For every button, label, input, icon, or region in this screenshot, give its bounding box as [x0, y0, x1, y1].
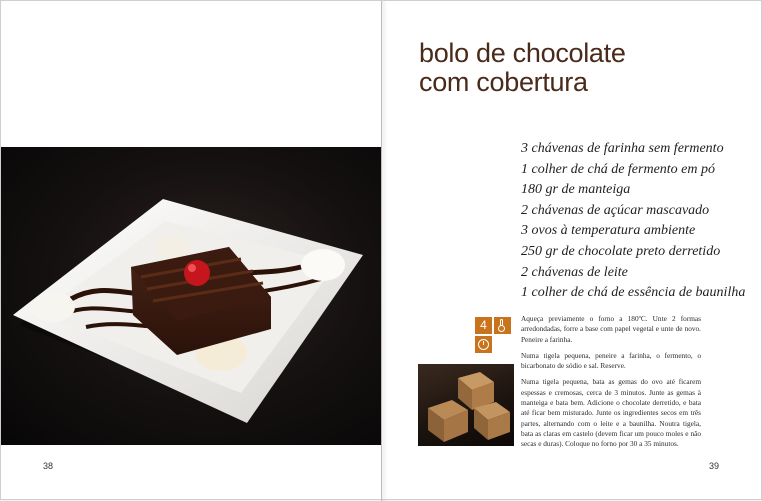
gutter-shadow	[382, 1, 388, 501]
ingredient-item: 180 gr de manteiga	[521, 182, 631, 198]
sugar-cubes-photo	[418, 364, 514, 446]
sugar-cubes-illustration	[418, 364, 514, 446]
page-number-right: 39	[709, 461, 720, 471]
ingredient-item: 2 chávenas de açúcar mascavado	[521, 202, 710, 218]
ingredient-item: 1 colher de chá de essência de baunilha	[521, 285, 746, 301]
recipe-title-line-1: bolo de chocolate	[419, 38, 626, 68]
ingredient-item: 1 colher de chá de fermento em pó	[521, 161, 715, 177]
recipe-info-icons	[475, 317, 517, 353]
ingredient-item: 2 chávenas de leite	[521, 264, 628, 280]
thermometer-shape	[500, 319, 503, 329]
cake-photo	[1, 147, 381, 445]
ingredient-item: 3 ovos à temperatura ambiente	[521, 223, 696, 239]
ingredient-item: 3 chávenas de farinha sem fermento	[521, 141, 724, 156]
clock-icon	[475, 336, 492, 353]
servings-count: 4	[480, 318, 487, 332]
servings-icon	[475, 317, 492, 334]
cake-illustration	[1, 147, 381, 445]
preparation-text	[521, 314, 701, 456]
recipe-title	[419, 39, 626, 97]
thermometer-icon	[494, 317, 511, 334]
method-paragraph: Aqueça previamente o forno a 180ºC. Unte 2 formas arredondadas, forre a base com papel vegetal e unte de novo. Peneire a farinha.	[521, 314, 701, 344]
ingredient-item: 250 gr de chocolate preto derretido	[521, 243, 721, 259]
recipe-title-line-2: com cobertura	[419, 67, 588, 97]
clock-shape	[478, 339, 489, 350]
method-paragraph: Numa tigela pequena, bata as gemas do ovo até ficarem espessas e cremosas, cerca de 3 minutos. Junte as gemas à manteiga e bata bem. Adicione o chocolate derretido, e bata até ficar bem misturado. Junte os ingredientes secos em três partes, alternando com o leite e a baunilha. Noutra tigela, bata as claras em castelo (devem ficar um pouco moles e não secas e duras). Coloque no forno por 30 a 35 minutos.	[521, 377, 701, 449]
page-number-left: 38	[43, 461, 54, 471]
ingredient-list	[521, 139, 745, 304]
method-paragraph: Numa tigela pequena, peneire a farinha, o fermento, o bicarbonato de sódio e sal. Reserve.	[521, 350, 701, 371]
